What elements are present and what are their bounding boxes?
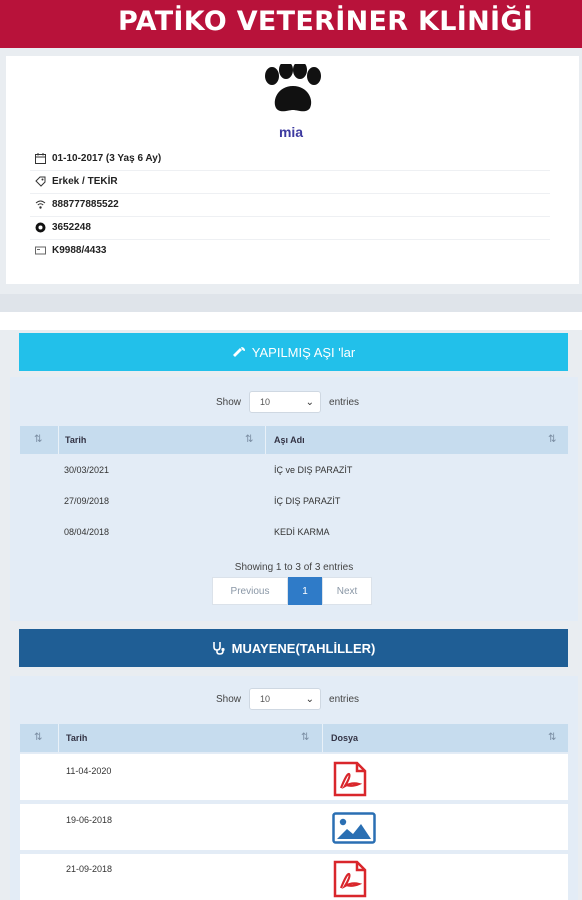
show-label: Show: [216, 693, 242, 705]
sort-icon[interactable]: ⇅: [548, 434, 557, 445]
divider: [30, 216, 550, 217]
column-header-file[interactable]: Dosya: [331, 733, 359, 743]
sort-icon[interactable]: ⇅: [245, 434, 254, 445]
vaccines-button[interactable]: [19, 333, 568, 371]
column-divider: [58, 426, 59, 454]
chevron-down-icon: ⌄: [305, 693, 315, 705]
pet-gender-breed: Erkek / TEKİR: [52, 175, 118, 187]
calendar-icon: [34, 152, 46, 164]
column-divider: [322, 724, 323, 752]
column-divider: [58, 724, 59, 752]
column-header-date[interactable]: Tarih: [65, 435, 87, 445]
section-divider: [0, 294, 582, 312]
syringe-icon: [232, 346, 246, 358]
pdf-icon[interactable]: [332, 860, 368, 898]
divider: [30, 239, 550, 240]
image-icon[interactable]: [332, 812, 376, 844]
table-row: [20, 804, 568, 850]
vaccines-table-header: [20, 426, 568, 454]
exams-button-label: MUAYENE(TAHLİLLER): [231, 640, 376, 656]
vaccine-date: 27/09/2018: [64, 496, 110, 506]
vaccines-button-label: YAPILMIŞ AŞI 'lar: [251, 344, 356, 360]
column-divider: [265, 426, 266, 454]
exam-date: 11-04-2020: [66, 766, 112, 776]
sort-icon[interactable]: ⇅: [548, 732, 557, 743]
vaccines-table-info: Showing 1 to 3 of 3 entries: [234, 562, 354, 573]
exams-length-control: [216, 688, 359, 710]
vaccines-length-control: [216, 391, 359, 413]
sort-icon[interactable]: ⇅: [34, 732, 43, 743]
pet-code: K9988/4433: [52, 244, 107, 256]
tag-icon: [34, 175, 46, 187]
page-1-button[interactable]: 1: [288, 577, 322, 605]
header-banner: [0, 0, 582, 48]
column-header-vaccine-name[interactable]: Aşı Adı: [274, 435, 305, 445]
divider: [30, 170, 550, 171]
page-length-value: 10: [260, 397, 271, 407]
pet-birth: 01-10-2017 (3 Yaş 6 Ay): [52, 152, 162, 164]
exams-button[interactable]: [19, 629, 568, 667]
pet-record-row: [34, 221, 91, 233]
spacer: [0, 312, 582, 330]
previous-page-button[interactable]: Previous: [212, 577, 288, 605]
pet-chip-row: [34, 198, 119, 210]
wifi-icon: [34, 198, 46, 210]
id-card-icon: [34, 244, 46, 256]
entries-label: entries: [329, 396, 360, 408]
pdf-icon[interactable]: [332, 761, 368, 797]
vaccines-page-length-select[interactable]: [249, 391, 321, 413]
exam-date: 19-06-2018: [66, 815, 113, 825]
next-page-button[interactable]: Next: [322, 577, 372, 605]
eye-icon: [34, 221, 46, 233]
pet-gender-row: [34, 175, 118, 187]
paw-icon: [258, 64, 328, 116]
table-row: [20, 854, 568, 900]
exam-date: 21-09-2018: [66, 864, 113, 874]
sort-icon[interactable]: ⇅: [301, 732, 310, 743]
pet-name: mia: [278, 124, 304, 140]
stethoscope-icon: [212, 641, 226, 655]
sort-icon[interactable]: ⇅: [34, 434, 43, 445]
vaccine-date: 08/04/2018: [64, 527, 110, 537]
pet-chip-number: 888777885522: [52, 198, 119, 210]
table-row: [20, 754, 568, 800]
banner-accent: [40, 44, 54, 47]
pet-birth-row: [34, 152, 161, 164]
vaccine-name: İÇ DIŞ PARAZİT: [274, 496, 341, 506]
exams-table-header: [20, 724, 568, 752]
vaccine-name: KEDİ KARMA: [274, 527, 330, 537]
pet-code-row: [34, 244, 107, 256]
vaccine-date: 30/03/2021: [64, 465, 110, 475]
vaccine-name: İÇ ve DIŞ PARAZİT: [274, 465, 353, 475]
chevron-down-icon: ⌄: [305, 396, 315, 408]
exams-page-length-select[interactable]: [249, 688, 321, 710]
show-label: Show: [216, 396, 242, 408]
entries-label: entries: [329, 693, 360, 705]
page-length-value: 10: [260, 694, 271, 704]
column-header-date[interactable]: Tarih: [66, 733, 88, 743]
vaccines-pagination: [212, 577, 372, 605]
clinic-title: PATİKO VETERİNER KLİNİĞİ: [118, 6, 534, 37]
pet-record-number: 3652248: [52, 221, 91, 233]
divider: [30, 193, 550, 194]
